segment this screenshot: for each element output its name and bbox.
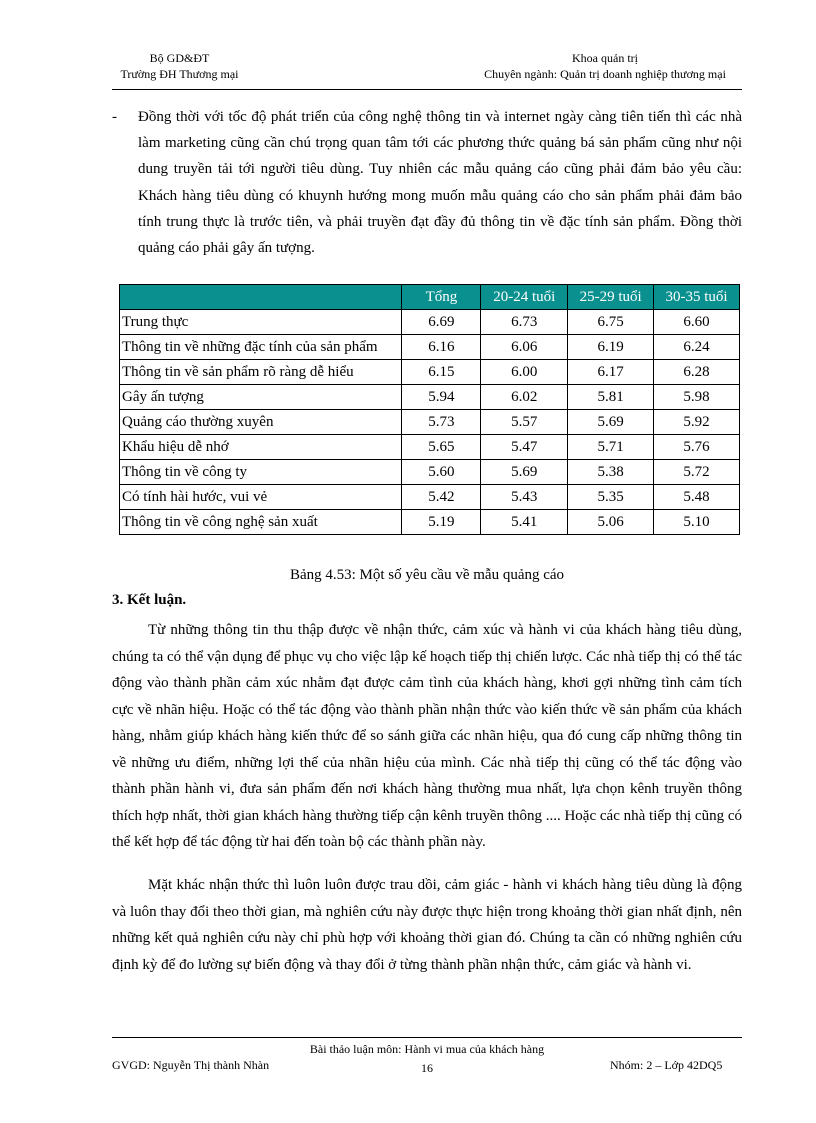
bullet-dash: - [112,109,117,125]
table-cell: 6.17 [568,360,654,385]
column-header: 20-24 tuổi [481,285,568,310]
row-label: Trung thực [120,310,402,335]
table-cell: 6.19 [568,335,654,360]
table-cell: 5.72 [654,460,740,485]
header-major: Chuyên ngành: Quản trị doanh nghiệp thương mại [484,67,726,81]
table-cell: 5.69 [481,460,568,485]
table-cell: 6.75 [568,310,654,335]
header-university: Trường ĐH Thương mại [120,67,239,81]
table-cell: 5.60 [402,460,481,485]
table-header-row [120,285,740,310]
header-ministry: Bộ GD&ĐT [149,51,210,65]
conclusion-paragraph-1: Từ những thông tin thu thập được về nhận thức, cảm xúc và hành vi của khách hàng tiêu dùng, chúng ta có thể vận dụng để phục vụ cho việc lập kế hoạch tiếp thị chiến lược. Các nhà tiếp thị có thể tác động vào thành phần cảm xúc nhằm đạt được cảm tình của khách hàng, khơi gợi những tình cảm tích cực về nhãn hiệu. Hoặc có thể tác động vào thành phần nhận thức vào kiến thức về sản phẩm của khách hàng, nhằm giúp khách hàng kiến thức để so sánh giữa các nhãn hiệu, qua đó cung cấp những thông tin về những ưu điểm, những lợi thế của nhãn hiệu của mình. Các nhà tiếp thị cũng có thể tác động vào thành phần hành vi, đưa sản phẩm đến nơi khách hàng thường mua nhất, lựa chọn kênh truyền thông thích hợp nhất, thời gian khách hàng thường tiếp cận kênh truyền thông .... Hoặc các nhà tiếp thị cũng có thể kết hợp để tác động từ hai đến toàn bộ các thành phần này. [112,622,742,850]
table-cell: 5.65 [402,435,481,460]
row-label: Thông tin về sản phẩm rõ ràng dễ hiểu [120,360,402,385]
table-cell: 5.92 [654,410,740,435]
table-cell: 6.60 [654,310,740,335]
row-label: Thông tin về những đặc tính của sản phẩm [120,335,402,360]
header-left [112,50,247,82]
table-cell: 5.42 [402,485,481,510]
table-cell: 5.47 [481,435,568,460]
table-cell: 5.10 [654,510,740,535]
table-cell: 6.02 [481,385,568,410]
table-cell: 6.24 [654,335,740,360]
table-cell: 5.94 [402,385,481,410]
row-label: Gây ấn tượng [120,385,402,410]
table-cell: 5.57 [481,410,568,435]
table-cell: 5.73 [402,410,481,435]
table-cell: 5.48 [654,485,740,510]
table-row [120,310,740,335]
intro-text: Đồng thời với tốc độ phát triển của công nghệ thông tin và internet ngày càng tiên tiến thì các nhà làm marketing cũng cần chú trọng quan tâm tới các phương thức quảng bá sản phẩm cũng như nội dung truyền tải tới người tiêu dùng. Tuy nhiên các mẫu quảng cáo cũng phải đảm bảo yêu cầu: Khách hàng tiêu dùng có khuynh hướng mong muốn mẫu quảng cáo cho sản phẩm phải đảm bảo tính trung thực là trước tiên, và phải truyền đạt đầy đủ thông tin về đặc tính sản phẩm. Đồng thời quảng cáo phải gây ấn tượng. [138,109,742,257]
table-caption: Bảng 4.53: Một số yêu cầu về mẫu quảng cáo [289,567,565,583]
table-cell: 5.38 [568,460,654,485]
table-row [120,460,740,485]
header-right [455,50,755,82]
table-cell: 5.81 [568,385,654,410]
column-header [120,285,402,310]
column-header: 30-35 tuổi [654,285,740,310]
column-header: 25-29 tuổi [568,285,654,310]
footer-group: Nhóm: 2 – Lớp 42DQ5 [610,1058,723,1072]
table-cell: 5.43 [481,485,568,510]
table-cell: 5.71 [568,435,654,460]
table-cell: 5.35 [568,485,654,510]
table-cell: 5.98 [654,385,740,410]
conclusion-paragraph-2: Mặt khác nhận thức thì luôn luôn được trau dồi, cảm giác - hành vi khách hàng tiêu dùng là động và luôn thay đổi theo thời gian, mà nghiên cứu này được thực hiện trong khoảng thời gian nhất định, nên những kết quả nghiên cứu này chỉ phù hợp với khoảng thời gian đó. Chúng ta cần có những nghiên cứu định kỳ để đo lường sự biến động và thay đổi ở từng thành phần nhận thức, cảm giác và hành vi. [112,877,742,973]
table-row [120,360,740,385]
requirements-table [119,284,740,535]
page-number: 16 [421,1061,433,1075]
table-cell: 6.16 [402,335,481,360]
table-cell: 6.69 [402,310,481,335]
table-row [120,485,740,510]
table-cell: 5.19 [402,510,481,535]
table-cell: 5.76 [654,435,740,460]
footer-course: Bài thảo luận môn: Hành vi mua của khách hàng [309,1042,545,1056]
section-heading: 3. Kết luận. [112,592,187,608]
header-faculty: Khoa quản trị [572,51,638,65]
row-label: Thông tin về công ty [120,460,402,485]
table-cell: 6.15 [402,360,481,385]
table-cell: 6.28 [654,360,740,385]
table-cell: 6.06 [481,335,568,360]
footer-divider [112,1037,742,1038]
table-cell: 5.41 [481,510,568,535]
table-row [120,335,740,360]
row-label: Thông tin về công nghệ sản xuất [120,510,402,535]
header-divider [112,89,742,90]
footer-instructor: GVGD: Nguyễn Thị thành Nhàn [112,1058,270,1072]
table-cell: 6.00 [481,360,568,385]
table-row [120,385,740,410]
row-label: Khẩu hiệu dễ nhớ [120,435,402,460]
row-label: Có tính hài hước, vui vẻ [120,485,402,510]
table-row [120,435,740,460]
row-label: Quảng cáo thường xuyên [120,410,402,435]
table-row [120,510,740,535]
intro-bullet [112,104,742,261]
table-cell: 5.69 [568,410,654,435]
table-cell: 5.06 [568,510,654,535]
table-cell: 6.73 [481,310,568,335]
column-header: Tổng [402,285,481,310]
table-row [120,410,740,435]
